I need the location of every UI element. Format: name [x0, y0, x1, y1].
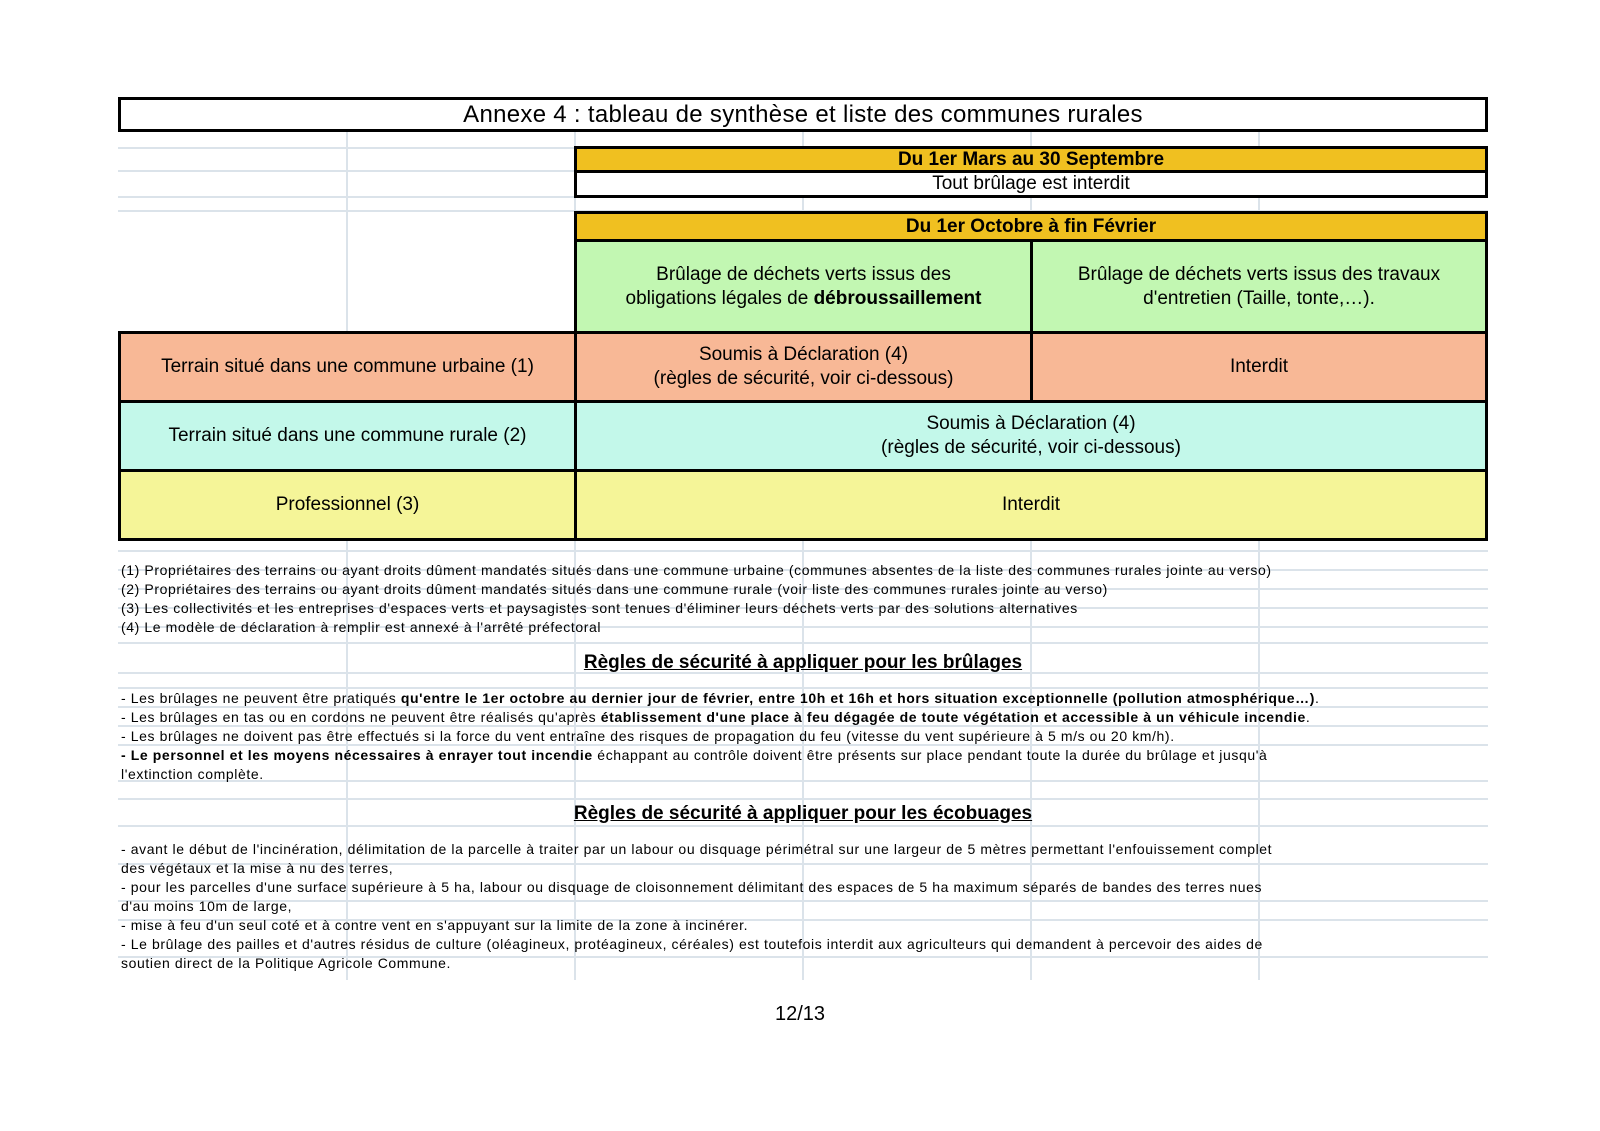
- ecobuages-rules: [121, 840, 1486, 973]
- row-rurale-line2: (règles de sécurité, voir ci-dessous): [881, 437, 1181, 458]
- brulages-rule-4-cont: l'extinction complète.: [121, 766, 264, 782]
- row-rurale-line1: Soumis à Déclaration (4): [926, 413, 1136, 434]
- footnotes: [121, 561, 1486, 637]
- period2-label: Du 1er Octobre à fin Février: [574, 211, 1488, 242]
- page-number: 12/13: [774, 1003, 826, 1025]
- row-rurale-value: [574, 400, 1488, 472]
- header-entretien-line2: d'entretien (Taille, tonte,…).: [1143, 287, 1375, 309]
- ecobuages-line-5: - mise à feu d'un seul coté et à contre vent en s'appuyant sur la limite de la zone à incinérer.: [121, 917, 749, 933]
- ecobuages-line-2: des végétaux et la mise à nu des terres,: [121, 860, 394, 876]
- header-debroussaillement-line1: Brûlage de déchets verts issus des: [656, 263, 951, 285]
- header-debroussaillement-bold: débroussaillement: [813, 287, 982, 309]
- footnote-1: (1) Propriétaires des terrains ou ayant droits dûment mandatés situés dans une commune urbaine (communes absentes de la liste des communes rurales jointe au verso): [121, 562, 1272, 578]
- ecobuages-heading: Règles de sécurité à appliquer pour les écobuages: [573, 803, 1033, 824]
- row-rurale-label: Terrain situé dans une commune rurale (2): [118, 400, 577, 472]
- ecobuages-line-1: - avant le début de l'incinération, délimitation de la parcelle à traiter par un labour ou disquage périmétral sur une largeur de 5 mètres permettant l'enfouissement complet: [121, 841, 1273, 857]
- header-entretien: [1030, 239, 1488, 334]
- row-pro-value: Interdit: [574, 469, 1488, 541]
- footnote-2: (2) Propriétaires des terrains ou ayant droits dûment mandatés situés dans une commune rurale (voir liste des communes rurales jointe au verso): [121, 581, 1108, 597]
- brulages-rule-3: - Les brûlages ne doivent pas être effectués si la force du vent entraîne des risques de propagation du feu (vitesse du vent supérieure à 5 m/s ou 20 km/h).: [121, 728, 1175, 744]
- row-urbaine-col1-line1: Soumis à Déclaration (4): [698, 344, 909, 365]
- row-pro-label: Professionnel (3): [118, 469, 577, 541]
- period1-rule: Tout brûlage est interdit: [574, 173, 1488, 198]
- ecobuages-line-7: soutien direct de la Politique Agricole Commune.: [121, 955, 451, 971]
- footnote-3: (3) Les collectivités et les entreprises d'espaces verts et paysagistes sont tenues d'éliminer leurs déchets verts par des solutions alternatives: [121, 600, 1078, 616]
- header-entretien-line1: Brûlage de déchets verts issus des travaux: [1077, 263, 1441, 285]
- row-urbaine-col2: Interdit: [1030, 331, 1488, 403]
- brulages-rule-2: - Les brûlages en tas ou en cordons ne peuvent être réalisés qu'après établissement d'une place à feu dégagée de toute végétation et accessible à un véhicule incendie.: [121, 709, 1311, 725]
- brulages-rule-4: - Le personnel et les moyens nécessaires à enrayer tout incendie échappant au contrôle doivent être présents sur place pendant toute la durée du brûlage et jusqu'à: [121, 747, 1268, 763]
- brulages-rule-1: - Les brûlages ne peuvent être pratiqués qu'entre le 1er octobre au dernier jour de février, entre 10h et 16h et hors situation exceptionnelle (pollution atmosphérique…).: [121, 690, 1320, 706]
- ecobuages-line-6: - Le brûlage des pailles et d'autres résidus de culture (oléagineux, protéagineux, céréales) est toutefois interdit aux agriculteurs qui demandent à percevoir des aides de: [121, 936, 1263, 952]
- row-urbaine-col1: [574, 331, 1033, 403]
- header-debroussaillement: [574, 239, 1033, 334]
- header-debroussaillement-line2: obligations légales de: [625, 287, 814, 309]
- footnote-4: (4) Le modèle de déclaration à remplir est annexé à l'arrêté préfectoral: [121, 619, 602, 635]
- ecobuages-line-4: d'au moins 10m de large,: [121, 898, 293, 914]
- brulages-rules: [121, 689, 1486, 784]
- brulages-heading: Règles de sécurité à appliquer pour les brûlages: [583, 652, 1023, 673]
- ecobuages-line-3: - pour les parcelles d'une surface supérieure à 5 ha, labour ou disquage de cloisonnement délimitant des espaces de 5 ha maximum séparés de bandes des terres nues: [121, 879, 1263, 895]
- page-title: Annexe 4 : tableau de synthèse et liste des communes rurales: [118, 97, 1488, 132]
- row-urbaine-label: Terrain situé dans une commune urbaine (1): [118, 331, 577, 403]
- row-urbaine-col1-line2: (règles de sécurité, voir ci-dessous): [653, 368, 954, 389]
- period1-label: Du 1er Mars au 30 Septembre: [574, 146, 1488, 173]
